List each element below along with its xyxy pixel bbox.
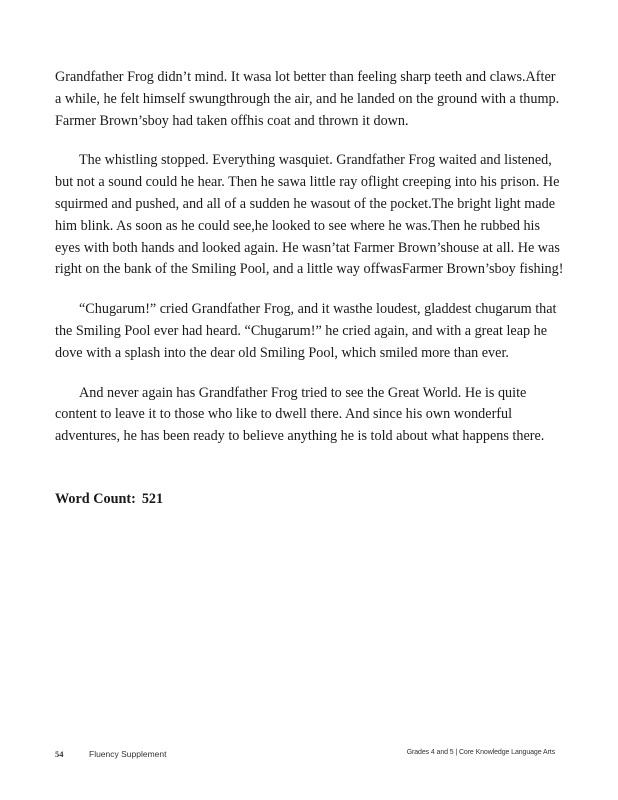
text-line: The whistling stopped. Everything wasquiet. Grandfather Frog waited and listened,: [79, 152, 552, 169]
paragraph-2: [55, 150, 564, 281]
text-line: the Smiling Pool ever had heard. “Chugarum!” he cried again, and with a great leap he: [55, 322, 548, 339]
page-number: 54: [55, 749, 64, 759]
word-count-label: Word Count:: [55, 491, 136, 507]
text-line: dove with a splash into the dear old Smiling Pool, which smiled more than ever.: [55, 344, 509, 361]
text-line: right on the bank of the Smiling Pool, and a little way offwasFarmer Brown’sboy fishing!: [55, 261, 564, 278]
story-text: [55, 67, 564, 466]
paragraph-1: [55, 67, 561, 132]
text-line: Grandfather Frog didn’t mind. It wasa lot better than feeling sharp teeth and claws.After: [55, 69, 556, 85]
word-count-value: 521: [141, 491, 164, 507]
paragraph-3: [55, 299, 561, 364]
text-line: but not a sound could he hear. Then he sawa little ray oflight creeping into his prison. He: [55, 174, 560, 191]
word-count: [55, 491, 163, 508]
text-line: adventures, he has been ready to believe anything he is told about what happens there.: [55, 428, 545, 445]
text-line: him blink. As soon as he could see,he looked to see where he was.Then he rubbed his: [55, 217, 541, 234]
text-line: squirmed and pushed, and all of a sudden he wasout of the pocket.The bright light made: [55, 195, 555, 212]
page-footer: [55, 749, 555, 763]
paragraph-4: [55, 383, 561, 448]
text-line: a while, he felt himself swungthrough the air, and he landed on the ground with a thump.: [55, 90, 560, 107]
section-title: Fluency Supplement: [89, 749, 167, 759]
text-line: content to leave it to those who like to dwell there. And since his own wonderful: [55, 406, 513, 423]
publisher-line: Grades 4 and 5 | Core Knowledge Language Arts: [406, 749, 555, 756]
text-line: eyes with both hands and looked again. He wasn’tat Farmer Brown’shouse at all. He was: [55, 239, 560, 256]
text-line: Farmer Brown’sboy had taken offhis coat and thrown it down.: [55, 112, 409, 129]
text-line: And never again has Grandfather Frog tried to see the Great World. He is quite: [79, 384, 527, 401]
text-line: “Chugarum!” cried Grandfather Frog, and it wasthe loudest, gladdest chugarum that: [79, 301, 557, 318]
